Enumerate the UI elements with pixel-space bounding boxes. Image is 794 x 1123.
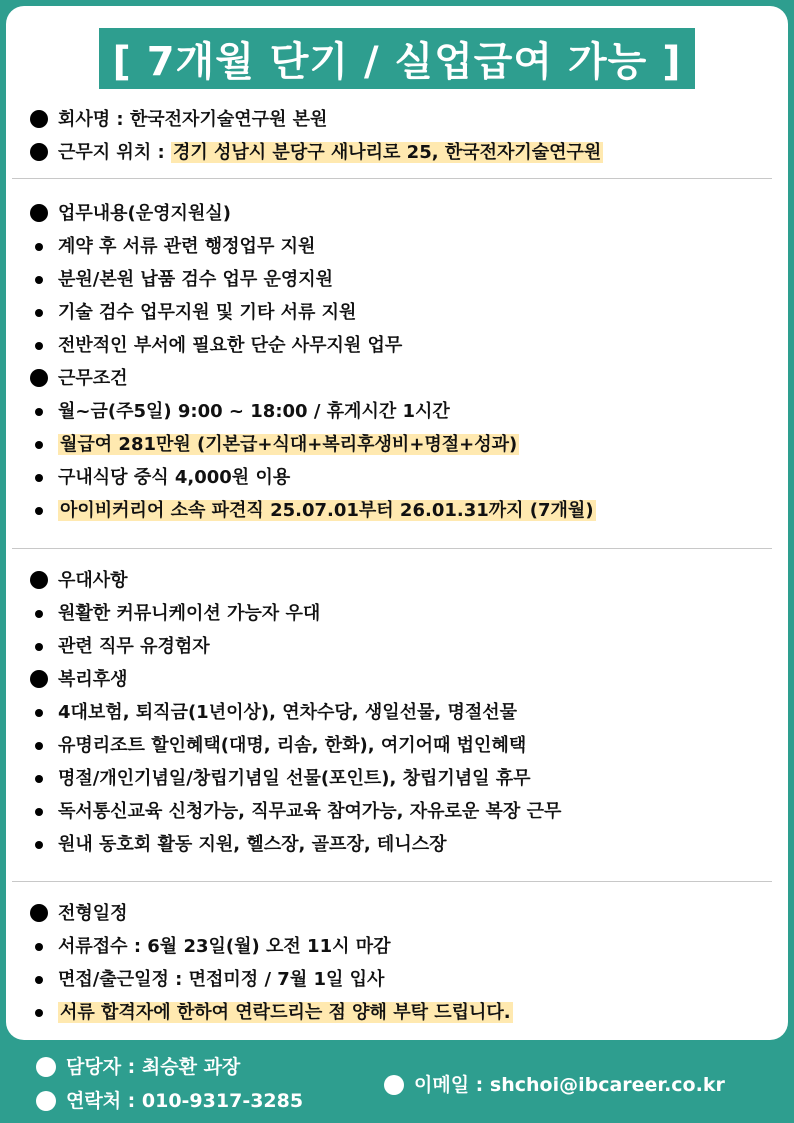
list-item: 전반적인 부서에 필요한 단순 사무지원 업무 [26,329,756,362]
work-location [26,136,756,169]
list-item: 독서통신교육 신청가능, 직무교육 참여가능, 자유로운 복장 근무 [26,795,756,828]
list-item: 계약 후 서류 관련 행정업무 지원 [26,230,756,263]
page-title: [ 7개월 단기 / 실업급여 가능 ] [99,28,696,89]
work-location-label: 근무지 위치 : [58,142,171,163]
list-item: 분원/본원 납품 검수 업무 운영지원 [26,263,756,296]
benefits-heading: 복리후생 [26,663,756,696]
list-item: 4대보험, 퇴직금(1년이상), 연차수당, 생일선물, 명절선물 [26,696,756,729]
schedule-heading: 전형일정 [26,897,756,930]
salary-highlight: 월급여 281만원 (기본급+식대+복리후생비+명절+성과) [60,434,518,455]
divider [12,881,772,882]
preferences-section [26,564,756,861]
preferences-heading: 우대사항 [26,564,756,597]
divider [12,178,772,179]
contact-block [36,1050,303,1118]
list-item: 면접/출근일정 : 면접미정 / 7월 1일 입사 [26,963,756,996]
list-item: 원내 동호회 활동 지원, 헬스장, 골프장, 테니스장 [26,828,756,861]
notice-highlight: 서류 합격자에 한하여 연락드리는 점 양해 부탁 드립니다. [60,1002,511,1023]
duties-heading: 업무내용(운영지원실) [26,197,756,230]
list-item: 월~금(주5일) 9:00 ~ 18:00 / 휴게시간 1시간 [26,395,756,428]
conditions-heading: 근무조건 [26,362,756,395]
list-item [26,494,756,527]
work-location-value: 경기 성남시 분당구 새나리로 25, 한국전자기술연구원 [172,142,602,163]
contact-email[interactable]: 이메일 : shchoi@ibcareer.co.kr [384,1068,725,1102]
list-item: 기술 검수 업무지원 및 기타 서류 지원 [26,296,756,329]
duties-section [26,197,756,527]
title-area [0,28,794,89]
contact-person: 담당자 : 최승환 과장 [36,1050,303,1084]
schedule-section [26,897,756,1029]
company-name: 회사명 : 한국전자기술연구원 본원 [26,103,756,136]
list-item [26,428,756,461]
contract-period-highlight: 아이비커리어 소속 파견직 25.07.01부터 26.01.31까지 (7개월) [60,500,594,521]
list-item: 서류접수 : 6월 23일(월) 오전 11시 마감 [26,930,756,963]
list-item: 관련 직무 유경험자 [26,630,756,663]
email-block [384,1068,725,1102]
list-item: 구내식당 중식 4,000원 이용 [26,461,756,494]
contact-phone[interactable]: 연락처 : 010-9317-3285 [36,1084,303,1118]
list-item: 원활한 커뮤니케이션 가능자 우대 [26,597,756,630]
company-section [26,103,756,169]
list-item [26,996,756,1029]
list-item: 유명리조트 할인혜택(대명, 리솜, 한화), 여기어때 법인혜택 [26,729,756,762]
divider [12,548,772,549]
list-item: 명절/개인기념일/창립기념일 선물(포인트), 창립기념일 휴무 [26,762,756,795]
